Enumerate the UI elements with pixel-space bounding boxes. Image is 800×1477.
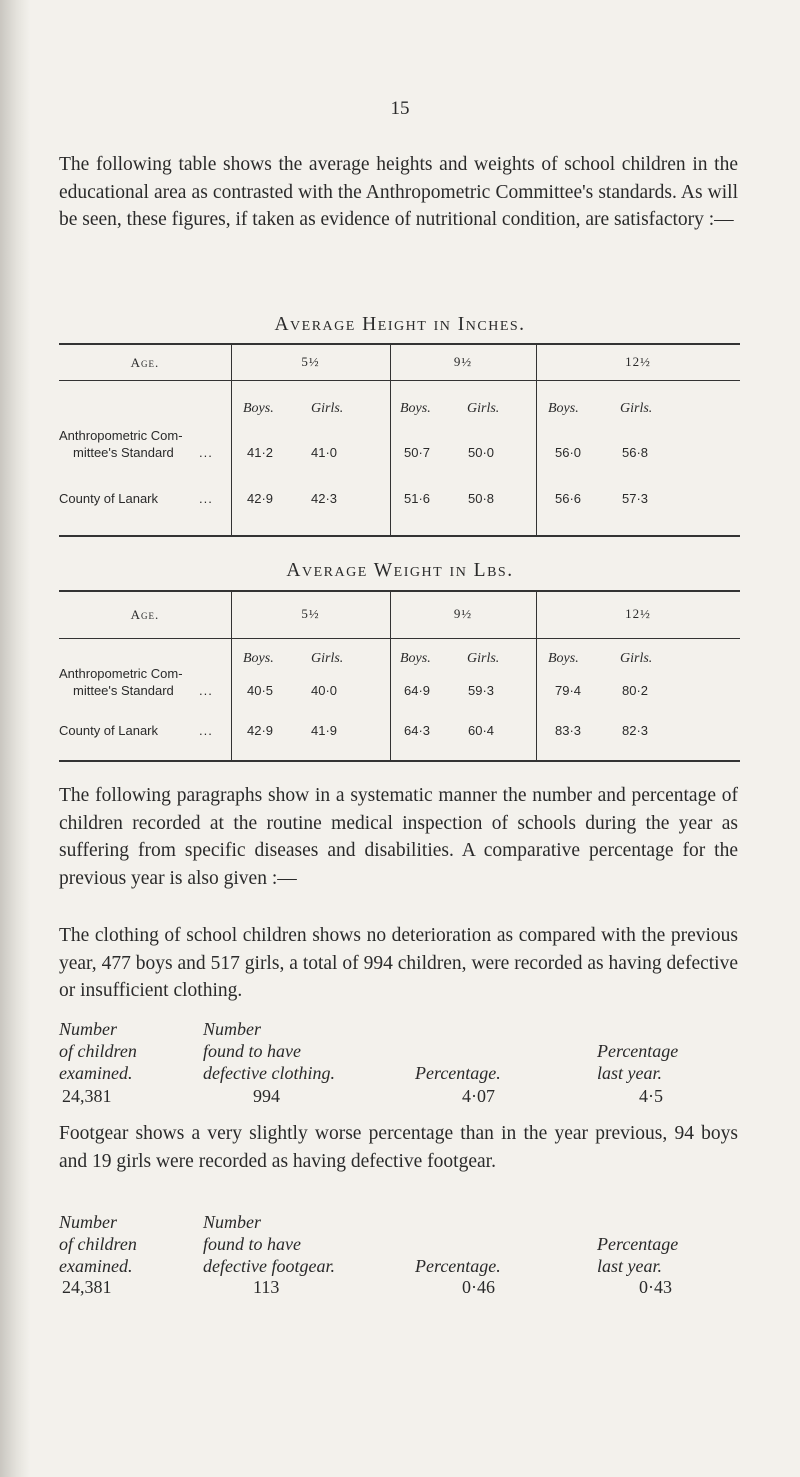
paragraph-clothing: The clothing of school children shows no deterioration as compared with the previous year, 477 boys and 517 girls, a total of 994 children, were recorded as having defective or insufficient clothing. bbox=[59, 925, 738, 1001]
clothing-stats bbox=[59, 1018, 759, 1122]
table-cell: 57·3 bbox=[621, 491, 649, 506]
stat-col-percentage: Percentage. bbox=[415, 1063, 501, 1083]
age-12-header: 12½ bbox=[625, 606, 651, 621]
girls-label: Girls. bbox=[620, 401, 653, 416]
stat-col-examined: Number of children examined. bbox=[59, 1212, 137, 1276]
table-cell: 50·0 bbox=[467, 445, 495, 460]
stat-col-examined: Number of children examined. bbox=[59, 1019, 137, 1083]
table-cell: 56·0 bbox=[554, 445, 582, 460]
stat-col-percentage: Percentage. bbox=[415, 1256, 501, 1276]
table-cell: 79·4 bbox=[554, 683, 582, 698]
table-cell: 50·7 bbox=[403, 445, 431, 460]
boys-label: Boys. bbox=[243, 401, 274, 416]
boys-label: Boys. bbox=[548, 401, 579, 416]
table-rule bbox=[59, 380, 740, 381]
table-rule bbox=[59, 590, 740, 592]
table-rule bbox=[59, 535, 740, 537]
table-cell: 40·0 bbox=[310, 683, 338, 698]
table-cell: 64·3 bbox=[403, 723, 431, 738]
weight-table-title: Average Weight in Lbs. bbox=[286, 560, 514, 581]
table-cell: 64·9 bbox=[403, 683, 431, 698]
girls-label: Girls. bbox=[620, 651, 653, 666]
stat-value-percentage: 4·07 bbox=[462, 1086, 495, 1106]
boys-label: Boys. bbox=[548, 651, 579, 666]
row-label-line2: mittee's Standard bbox=[73, 445, 174, 460]
table-cell: 80·2 bbox=[621, 683, 649, 698]
row-label-line2: County of Lanark bbox=[59, 491, 159, 506]
column-divider bbox=[390, 343, 391, 536]
page-edge-shadow bbox=[0, 0, 30, 1477]
table-cell: 56·8 bbox=[621, 445, 649, 460]
stat-col-last-year: Percentage last year. bbox=[597, 1041, 679, 1083]
row-label-line2: County of Lanark bbox=[59, 723, 159, 738]
stat-col-defective: Number found to have defective clothing. bbox=[203, 1019, 335, 1083]
paragraph-systematic: The following paragraphs show in a systematic manner the number and percentage of children recorded at the routine medical inspection of schools during the year as suffering from specific diseases and disabilities. A comparative percentage for the previous year is also given :— bbox=[59, 785, 738, 889]
table-rule bbox=[59, 760, 740, 762]
leader-dots: ... bbox=[199, 723, 213, 738]
boys-label: Boys. bbox=[243, 651, 274, 666]
table-cell: 41·2 bbox=[246, 445, 274, 460]
boys-label: Boys. bbox=[400, 651, 431, 666]
girls-label: Girls. bbox=[311, 651, 344, 666]
age-5-header: 5½ bbox=[301, 606, 320, 621]
leader-dots: ... bbox=[199, 683, 213, 698]
stat-value-defective: 994 bbox=[253, 1086, 280, 1106]
stat-value-examined: 24,381 bbox=[62, 1277, 112, 1297]
table-cell: 41·0 bbox=[310, 445, 338, 460]
table-cell: 56·6 bbox=[554, 491, 582, 506]
stat-value-last-year: 4·5 bbox=[639, 1086, 663, 1106]
footgear-stats bbox=[59, 1211, 759, 1315]
leader-dots: ... bbox=[199, 491, 213, 506]
paragraph-footgear: Footgear shows a very slightly worse percentage than in the year previous, 94 boys and 19 girls were recorded as having defective footgear. bbox=[59, 1123, 738, 1172]
table-rule bbox=[59, 638, 740, 639]
age-5-header: 5½ bbox=[301, 354, 320, 369]
table-cell: 41·9 bbox=[310, 723, 338, 738]
table-cell: 83·3 bbox=[554, 723, 582, 738]
table-cell: 42·9 bbox=[246, 491, 274, 506]
table-cell: 42·9 bbox=[246, 723, 274, 738]
age-header: Age. bbox=[130, 355, 160, 370]
age-9-header: 9½ bbox=[453, 354, 473, 369]
table-cell: 59·3 bbox=[467, 683, 495, 698]
girls-label: Girls. bbox=[467, 651, 500, 666]
girls-label: Girls. bbox=[311, 401, 344, 416]
table-rule bbox=[59, 343, 740, 345]
girls-label: Girls. bbox=[467, 401, 500, 416]
weight-table bbox=[59, 590, 740, 765]
age-header: Age. bbox=[130, 607, 160, 622]
row-label-line2: mittee's Standard bbox=[73, 683, 174, 698]
table-cell: 50·8 bbox=[467, 491, 495, 506]
table-cell: 60·4 bbox=[467, 723, 495, 738]
stat-value-examined: 24,381 bbox=[62, 1086, 112, 1106]
stat-value-defective: 113 bbox=[253, 1277, 280, 1297]
leader-dots: ... bbox=[199, 445, 213, 460]
intro-paragraph: The following table shows the average heights and weights of school children in the educational area as contrasted with the Anthropometric Committee's standards. As will be seen, these figures, if taken as evidence of nutritional condition, are satisfactory :— bbox=[59, 154, 738, 230]
row-label-line1: Anthropometric Com- bbox=[59, 428, 183, 443]
height-table-title: Average Height in Inches. bbox=[274, 314, 526, 335]
table-cell: 40·5 bbox=[246, 683, 274, 698]
table-cell: 51·6 bbox=[403, 491, 431, 506]
height-table bbox=[59, 343, 740, 538]
table-cell: 82·3 bbox=[621, 723, 649, 738]
column-divider bbox=[536, 343, 537, 536]
stat-value-percentage: 0·46 bbox=[462, 1277, 495, 1297]
boys-label: Boys. bbox=[400, 401, 431, 416]
stat-col-defective: Number found to have defective footgear. bbox=[203, 1212, 335, 1276]
stat-value-last-year: 0·43 bbox=[639, 1277, 672, 1297]
column-divider bbox=[231, 343, 232, 536]
page-number: 15 bbox=[390, 98, 410, 119]
age-12-header: 12½ bbox=[625, 354, 651, 369]
age-9-header: 9½ bbox=[453, 606, 473, 621]
row-label-line1: Anthropometric Com- bbox=[59, 666, 183, 681]
table-cell: 42·3 bbox=[310, 491, 338, 506]
stat-col-last-year: Percentage last year. bbox=[597, 1234, 679, 1276]
